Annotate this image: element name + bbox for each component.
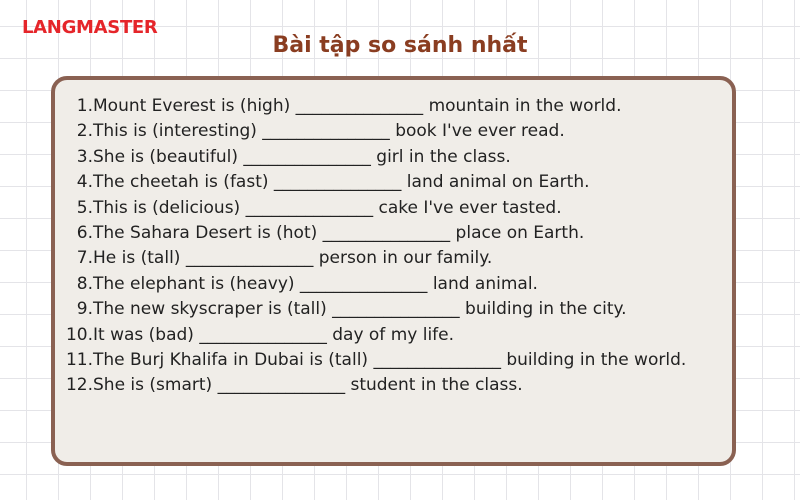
exercise-number: 9. bbox=[76, 299, 93, 320]
exercise-text: It was (bad) _______________ day of my life. bbox=[93, 324, 455, 345]
exercise-number: 10. bbox=[65, 324, 93, 345]
exercise-text: She is (smart) _______________ student in the class. bbox=[93, 375, 523, 396]
exercise-text: This is (interesting) _______________ book I've ever read. bbox=[93, 121, 565, 142]
exercise-text: Mount Everest is (high) _______________ mountain in the world. bbox=[93, 96, 622, 116]
exercise-item bbox=[63, 323, 733, 348]
exercise-number: 6. bbox=[76, 223, 93, 244]
exercise-item bbox=[63, 119, 733, 144]
exercise-number: 3. bbox=[76, 146, 93, 167]
exercise-item bbox=[63, 246, 733, 271]
exercise-text: This is (delicious) _______________ cake I've ever tasted. bbox=[93, 197, 562, 218]
exercise-text: The Burj Khalifa in Dubai is (tall) _______________ building in the world. bbox=[93, 350, 687, 371]
exercise-number: 4. bbox=[76, 172, 93, 193]
exercise-number: 12. bbox=[65, 375, 93, 396]
exercise-number: 7. bbox=[76, 248, 93, 269]
exercise-item bbox=[63, 297, 733, 322]
exercise-number: 11. bbox=[65, 350, 93, 371]
exercise-item bbox=[63, 272, 733, 297]
exercise-item bbox=[63, 221, 733, 246]
exercise-number: 5. bbox=[76, 197, 93, 218]
page-title: Bài tập so sánh nhất bbox=[272, 33, 528, 58]
exercise-item bbox=[63, 348, 733, 373]
exercise-number: 1. bbox=[76, 96, 93, 116]
exercise-card bbox=[51, 76, 736, 466]
exercise-item bbox=[63, 170, 733, 195]
exercise-item bbox=[63, 145, 733, 170]
brand-logo: LANGMASTER bbox=[22, 17, 158, 38]
exercise-list bbox=[63, 94, 733, 399]
exercise-item bbox=[63, 196, 733, 221]
exercise-text: The elephant is (heavy) _______________ land animal. bbox=[93, 273, 538, 294]
exercise-number: 2. bbox=[76, 121, 93, 142]
exercise-text: The Sahara Desert is (hot) _______________ place on Earth. bbox=[93, 223, 585, 244]
exercise-number: 8. bbox=[76, 273, 93, 294]
exercise-item bbox=[63, 94, 733, 119]
exercise-text: The cheetah is (fast) _______________ land animal on Earth. bbox=[93, 172, 590, 193]
exercise-text: She is (beautiful) _______________ girl in the class. bbox=[93, 146, 511, 167]
exercise-text: The new skyscraper is (tall) _______________ building in the city. bbox=[93, 299, 627, 320]
exercise-text: He is (tall) _______________ person in our family. bbox=[93, 248, 493, 269]
exercise-item bbox=[63, 373, 733, 398]
